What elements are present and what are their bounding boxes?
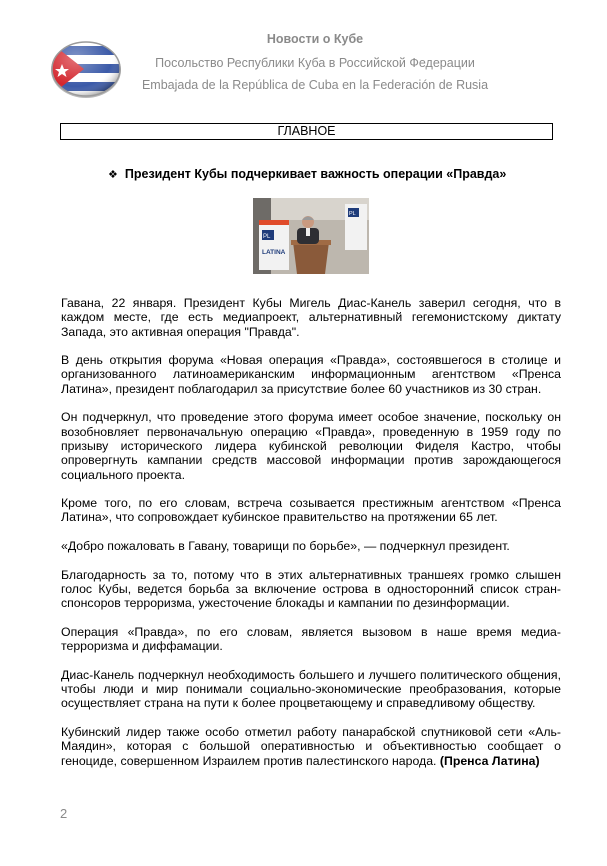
header-news-title: Новости о Кубе [266,32,364,46]
header-embassy-es: Embajada de la República de Cuba en la Federación de Rusia [141,78,489,92]
diamond-bullet-icon: ❖ [108,169,118,181]
header-embassy-ru: Посольство Республики Куба в Российской Федерации [155,56,475,70]
paragraph: Кроме того, по его словам, встреча созывается престижным агентством «Пренса Латина», что сопровождает кубинское правительство на протяжении 65 лет. [61,496,561,525]
paragraph: Гавана, 22 января. Президент Кубы Мигель Диас-Канель заверил сегодня, что в каждом месте, где есть медиапроект, альтернативный гегемонистскому диктату Запада, это активная операция "Правда". [61,296,561,339]
banner-pl-text-right: PL [349,211,356,217]
paragraph: В день открытия форума «Новая операция «Правда», состоявшегося в столице и организованного латиноамериканским информационным агентством «Пренса Латина», президент поблагодарил за присутствие более 60 участников из 30 стран. [61,353,561,396]
paragraph-text: Кубинский лидер также особо отметил работу панарабской спутниковой сети «Аль-Маядин», которая с большой оперативностью и объективностью сообщает о геноциде, совершенном Израилем против палестинского народа. [61,724,561,768]
cuba-flag-logo [50,40,122,98]
paragraph: Благодарность за то, потому что в этих альтернативных траншеях громко слышен голос Кубы, ведется борьба за включение острова в односторонний список стран-спонсоров терроризма, ужесточение блокады и кампании по дезинформации. [61,567,561,611]
source-attribution: (Пренса Латина) [439,753,540,768]
page-number: 2 [60,806,68,821]
banner-latina-text: LATINA [262,249,286,256]
headline-text: Президент Кубы подчеркивает важность операции «Правда» [124,167,507,181]
article-headline [108,167,506,181]
paragraph: «Добро пожаловать в Гавану, товарищи по борьбе», — подчеркнул президент. [61,539,510,554]
article-photo [253,198,369,274]
paragraph: Операция «Правда», по его словам, является вызовом в наше время медиа-терроризма и диффамации. [61,624,561,654]
banner-pl-text-left: PL [263,234,271,240]
paragraph: Он подчеркнул, что проведение этого форума имеет особое значение, поскольку он возобновляет первоначальную операцию «Правда», проведенную в 1959 году по призыву исторического лидера кубинской революции Фиделя Кастро, чтобы опровергнуть кампании средств массовой информации против зарождающегося социального проекта. [61,410,561,482]
paragraph: Диас-Канель подчеркнул необходимость большего и лучшего политического общения, чтобы люди и мир понимали социально-экономические преобразования, которые осуществляет страна на пути к более процветающему и справедливому обществу. [61,667,561,711]
paragraph-last [61,725,561,768]
section-title: ГЛАВНОЕ [60,123,553,140]
article-body [61,296,561,782]
